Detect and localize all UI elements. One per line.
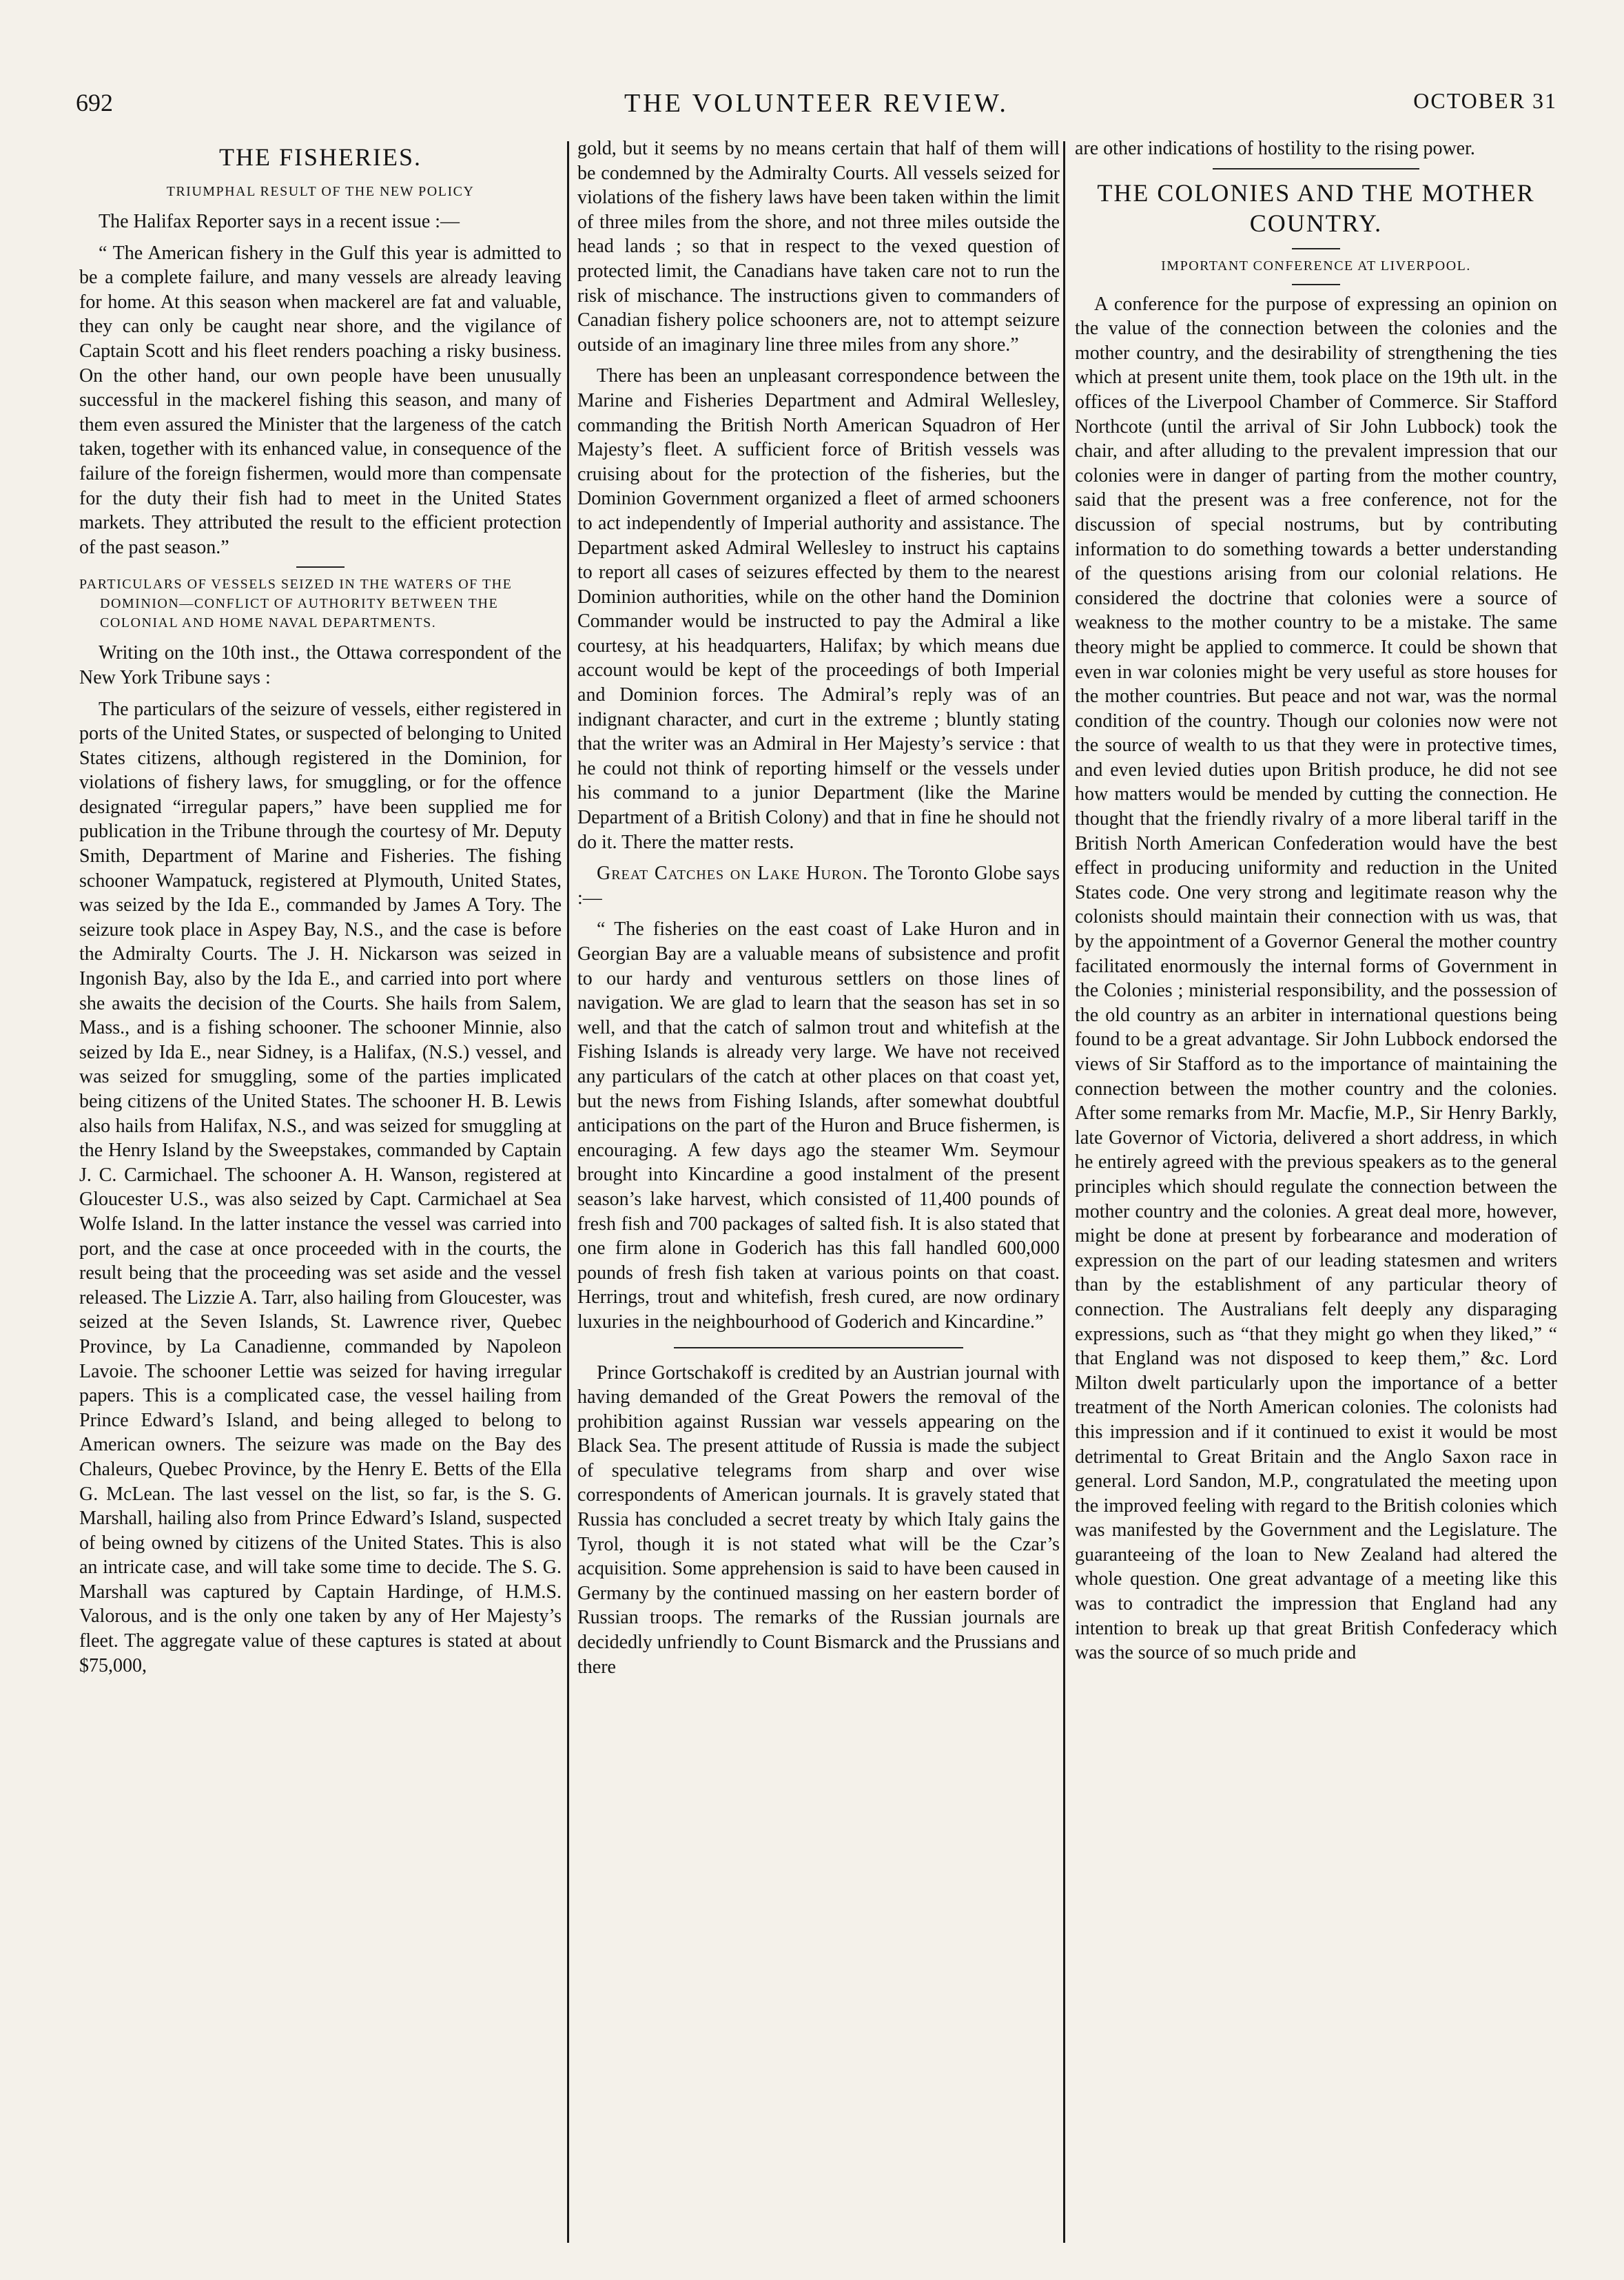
article-heading: THE COLONIES AND THE MOTHER COUNTRY. (1097, 178, 1535, 237)
paragraph: A conference for the purpose of expressing an opinion on the value of the connection between the colonies and the mother country, and the desirability of strengthening the ties which at present unite them, took place on the 19th ult. in the offices of the Liverpool Chamber of Commerce. Sir Stafford Northcote (until the arrival of Sir John Lubbock) took the chair, and after alluding to the prevalent impression that our colonies were in danger of parting from the mother country, said that the present was a free conference, not for the discussion of special nostrums, but by contributing information to do something towards a better understanding of the questions arising from our colonial relations. He considered the doctrine that colonies were a source of weakness to the mother country to be a mistake. The same theory might be applied to commerce. It could be shown that even in war colonies might be very useful as store houses for the mother countries. But peace and not war, was the normal condition of the country. Though our colonies now were not the source of wealth to us that they were in protective times, and even levied duties upon British produce, he did not see how matters would be mended by cutting the connection. He thought that the friendly rivalry of a more liberal tariff in the British North American Confederation would have the best effect in producing uniformity and reduction in the United States code. One very strong and legitimate reason why the colonists should maintain their connection with us was, that by the appointment of a Governor General the mother country facilitated enormously the internal forms of Government in the Colonies ; ministerial responsibility, and the possession of the old country as an arbiter in international questions being found to be a great advantage. Sir John Lubbock endorsed the views of Sir Stafford as to the importance of maintaining the connection between the mother country and the colonies. After some remarks from Mr. Macfie, M.P., Sir Henry Barkly, late Governor of Victoria, delivered a short address, in which he entirely agreed with the previous speakers as to the general principles which should regulate the connection between the mother country and the colonies. A great deal more, however, might be done at present by forbearance and moderation of expression on the part of our leading statesmen and writers than by the establishment of any particular theory of connection. The Australians felt deeply any disparaging expressions, such as “that they might go when they liked,” “ that England was not disposed to keep them,” &c. Lord Milton dwelt particularly upon the importance of a better treatment of the North American colonies. The colonists had this impression and if it continued to exist it would be most detrimental to Great Britain and the Anglo Saxon race in general. Lord Sandon, M.P., congratulated the meeting upon the improved feeling with regard to the British colonies which was manifested by the Government and the Legislature. The guaranteeing of the loan to New Zealand had altered the whole question. One great advantage of a meeting like this was to contradict the impression that England had any intention to break up that great British Confederacy which was the source of so much pride and (1075, 293, 1557, 1664)
masthead-title: THE VOLUNTEER REVIEW. (624, 89, 1009, 118)
page-number: 692 (76, 89, 113, 116)
article-subheading: PARTICULARS OF VESSELS SEIZED IN THE WATERS OF THE DOMINION—CONFLICT OF AUTHORITY BETWEEN THE COLONIAL AND HOME NAVAL DEPARTMENTS. (79, 577, 513, 631)
divider (1292, 284, 1340, 285)
column-1 (79, 136, 562, 2245)
paragraph: Prince Gortschakoff is credited by an Austrian journal with having demanded of the Great Powers the removal of the prohibition against Russian war vessels appearing on the Black Sea. The present attitude of Russia is made the subject of speculative telegrams from sharp and over wise correspondents of American journals. It is gravely stated that Russia has concluded a secret treaty by which Italy gains the Tyrol, though it is not stated what will be the Czar’s acquisition. Some apprehension is said to have been caused in Germany by the continued massing on her eastern border of Russian troops. The remarks of the Russian journals are decidedly unfriendly to Count Bismarck and the Prussians and there (577, 1362, 1060, 1678)
article-heading: THE FISHERIES. (218, 143, 422, 171)
divider (1292, 248, 1340, 249)
column-rule (1063, 141, 1065, 2243)
column-2 (577, 136, 1060, 2245)
column-3 (1075, 136, 1557, 2245)
article-subheading: TRIUMPHAL RESULT OF THE NEW POLICY (166, 184, 475, 199)
section-lead: Great Catches on Lake Huron. (597, 863, 869, 885)
divider (1213, 168, 1419, 170)
page-header (76, 88, 1557, 130)
article-subheading: IMPORTANT CONFERENCE AT LIVERPOOL. (1161, 258, 1471, 274)
divider (674, 1347, 963, 1348)
paragraph (577, 861, 1060, 910)
paragraph: gold, but it seems by no means certain that half of them will be condemned by the Admiralty Courts. All vessels seized for violations of the fishery laws have been taken within the limit of three miles from the shore, and not three miles outside the head lands ; so that in respect to the vexed question of protected limit, the Canadians have taken care not to run the risk of mischance. The instructions given to commanders of Canadian fishery police schooners are, not to attempt seizure outside of an imaginary line three miles from any shore.” (577, 138, 1060, 356)
paragraph: are other indications of hostility to the rising power. (1075, 138, 1475, 159)
paragraph: Writing on the 10th inst., the Ottawa correspondent of the New York Tribune says : (79, 642, 562, 688)
paragraph: There has been an unpleasant correspondence between the Marine and Fisheries Department and Admiral Wellesley, commanding the British North American Squadron of Her Majesty’s fleet. A sufficient force of British vessels was cruising about for the protection of the fisheries, but the Dominion Government organized a fleet of armed schooners to act independently of Imperial authority and assistance. The Department asked Admiral Wellesley to instruct his captains to report all cases of seizures effected by them to the nearest Dominion authorities, while on the other hand the Dominion Commander would be instructed to pay the Admiral a like courtesy, at his headquarters, Halifax; by which means due account would be kept of the proceedings of both Imperial and Dominion forces. The Admiral’s reply was of an indignant character, and curt in the extreme ; bluntly stating that the writer was an Admiral in Her Majesty’s service : that he could not think of reporting himself or the vessels under his command to a junior Department (like the Marine Department of a British Colony) and that in fine he should not do it. There the matter rests. (577, 365, 1060, 853)
divider (296, 566, 345, 568)
column-rule (567, 141, 569, 2243)
paragraph: The particulars of the seizure of vessels, either registered in ports of the United States, or suspected of belonging to United States citizens, although registered in the Dominion, for violations of fishery laws, for smuggling, or for the offence designated “irregular papers,” have been supplied me for publication in the Tribune through the courtesy of Mr. Deputy Smith, Department of Marine and Fisheries. The fishing schooner Wampatuck, registered at Plymouth, United States, was seized by the Ida E., commanded by James A Tory. The seizure took place in Aspey Bay, N.S., and the case is before the Admiralty Courts. The J. H. Nickarson was seized in Ingonish Bay, also by the Ida E., and carried into port where she awaits the decision of the Courts. She hails from Salem, Mass., and is a fishing schooner. The schooner Minnie, also seized by Ida E., near Sidney, is a Halifax, (N.S.) vessel, and was seized for smuggling, some of the parties implicated being citizens of the United States. The schooner H. B. Lewis also hails from Halifax, N.S., and was seized for smuggling at the Henry Island by the Sweepstakes, commanded by Captain J. C. Carmichael. The schooner A. H. Wanson, registered at Gloucester U.S., was also seized by Capt. Carmichael at Sea Wolfe Island. In the latter instance the vessel was carried into port, and the case at once proceeded with in the courts, the result being that the proceeding was set aside and the vessel released. The Lizzie A. Tarr, also hailing from Gloucester, was seized at the Seven Islands, St. Lawrence river, Quebec Province, by La Canadienne, commanded by Napoleon Lavoie. The schooner Lettie was seized for having irregular papers. This is a complicated case, the vessel hailing from Prince Edward’s Island, and being alleged to belong to American owners. The seizure was made on the Bay des Chaleurs, Quebec Province, by the Henry E. Betts of the Ella G. McLean. The last vessel on the list, so far, is the S. G. Marshall, hailing also from Prince Edward’s Island, suspected of being owned by citizens of the United States. This is also an intricate case, and will take some time to decide. The S. G. Marshall was captured by Captain Hardinge, of H.M.S. Valorous, and is the only one taken by any of Her Majesty’s fleet. The aggregate value of these captures is stated at about $75,000, (79, 698, 562, 1676)
issue-date: OCTOBER 31 (1413, 88, 1557, 113)
paragraph: “ The American fishery in the Gulf this year is admitted to be a complete failure, and many vessels are already leaving for home. At this season when mackerel are fat and valuable, they can only be caught near shore, and the vigilance of Captain Scott and his fleet renders poaching a risky business. On the other hand, our own people have been unusually successful in the mackerel fishing this season, and many of them even assured the Minister that the largeness of the catch taken, together with its enhanced value, in consequence of the failure of the foreign fishermen, would more than compensate for the duty their fish had to meet in the United States markets. They attributed the result to the efficient protection of the past season.” (79, 242, 562, 558)
paragraph: The Halifax Reporter says in a recent issue :— (99, 211, 460, 232)
paragraph-text: The Toronto Globe says :— (577, 863, 1060, 909)
paragraph: “ The fisheries on the east coast of Lake Huron and in Georgian Bay are a valuable means of subsistence and profit to our hardy and venturous settlers on those lines of navigation. We are glad to learn that the season has set in so well, and that the catch of salmon trout and whitefish at the Fishing Islands is already very large. We have not received any particulars of the catch at other places on that coast yet, but the news from Fishing Islands, after somewhat doubtful anticipations on the part of the Huron and Bruce fishermen, is encouraging. A few days ago the steamer Wm. Seymour brought into Kincardine a good instalment of the present season’s lake harvest, which consisted of 11,400 pounds of fresh fish and 700 packages of salted fish. It is also stated that one firm alone in Goderich has this fall handled 600,000 pounds of fresh fish taken at various points on that coast. Herrings, trout and whitefish, fresh cured, are now ordinary luxuries in the neighbourhood of Goderich and Kincardine.” (577, 918, 1060, 1333)
